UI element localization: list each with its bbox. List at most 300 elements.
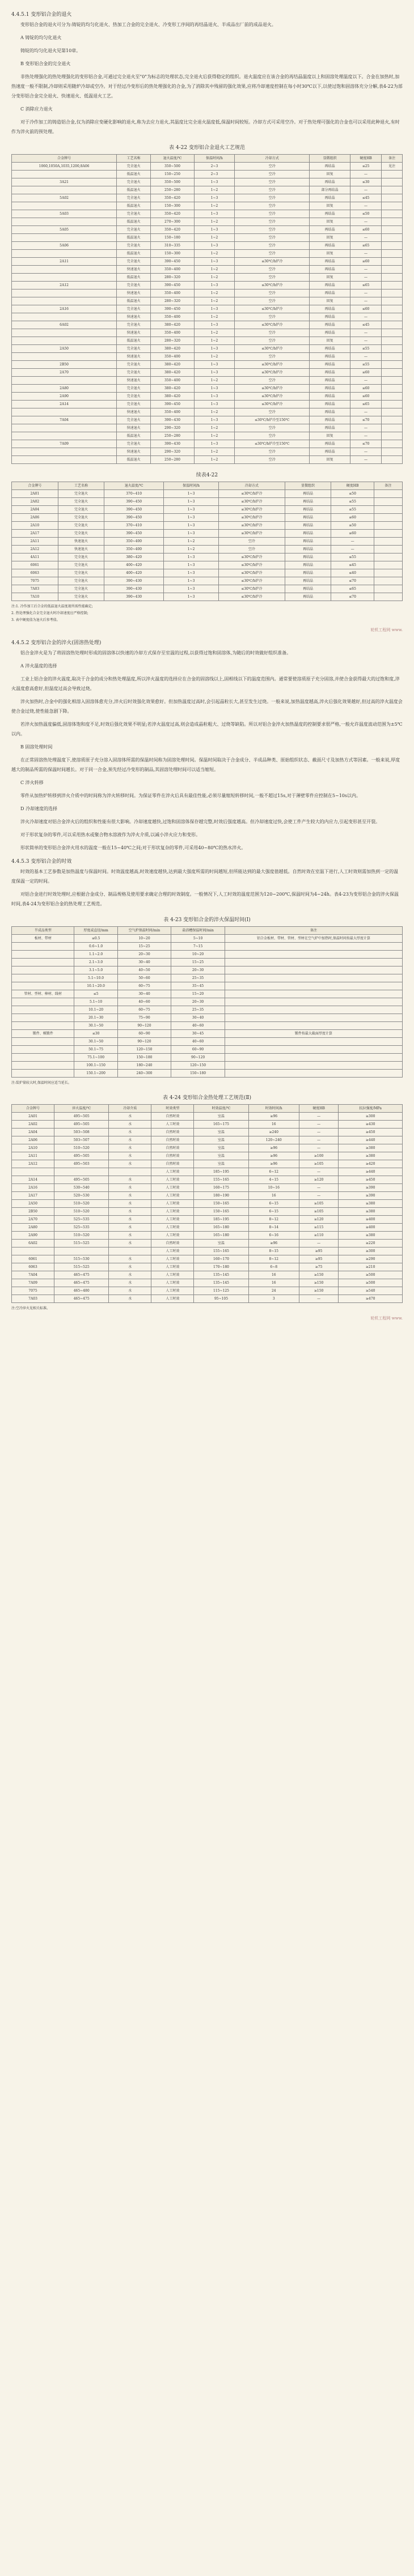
table-cell: ≤50 (331, 490, 374, 498)
table-cell: 1~2 (194, 456, 234, 464)
table-row (12, 514, 403, 522)
table-cell: 水 (109, 1240, 151, 1247)
table-cell: 165~180 (194, 1224, 248, 1232)
section-heading-annealing: 4.4.5.1 变形铝合金的退火 (11, 12, 72, 18)
table-cell: 完全退火 (58, 561, 104, 569)
table-cell (12, 432, 117, 440)
table-cell: 350~400 (151, 266, 195, 274)
table-row (12, 530, 403, 538)
column-header: 半成品类型 (12, 927, 74, 935)
table-cell (12, 951, 74, 959)
table-cell: 40~60 (117, 998, 171, 1006)
table-cell: 再结晶 (310, 194, 350, 202)
table-cell: 2A01 (12, 490, 58, 498)
table-cell: 完全退火 (58, 593, 104, 601)
table-cell: 10.1~20.0 (74, 982, 117, 990)
table-cell: ≥96 (248, 1152, 299, 1160)
table-cell: 完全退火 (58, 530, 104, 538)
table-cell: — (350, 353, 381, 361)
table-cell: ≥290 (339, 1255, 403, 1263)
table-cell: 快速退火 (117, 448, 151, 456)
table-cell (12, 353, 117, 361)
table-cell: 室温 (194, 1113, 248, 1121)
table-row (12, 1240, 403, 1247)
table-cell: ≤60 (331, 530, 374, 538)
table-cell: 1~2 (194, 218, 234, 226)
table-cell: — (350, 448, 381, 456)
table-cell (382, 424, 403, 432)
table-cell: 6A02 (12, 1240, 54, 1247)
note-line: 注:1. 冷作加工后合金的低温退火温度视所需性能确定; (11, 604, 93, 608)
table-cell (382, 202, 403, 210)
table-cell: 1.1~2.0 (74, 951, 117, 959)
table-cell (374, 506, 402, 514)
table-cell: 495~505 (54, 1121, 109, 1129)
table-cell: 5.1~10.0 (74, 974, 117, 982)
table-cell: ≤30℃/h炉冷 (219, 530, 285, 538)
table-cell: ≤70 (331, 577, 374, 585)
table-cell: ≤30℃/h炉冷 (235, 258, 310, 266)
table-cell: 再结晶 (285, 490, 331, 498)
table-cell: ≤30℃/h炉冷至150℃ (235, 440, 310, 448)
table-cell: 290~320 (151, 448, 195, 456)
table-cell: 1~3 (163, 530, 218, 538)
table-cell: 10.1~20 (74, 1006, 117, 1014)
table-row (12, 226, 403, 234)
table-row (12, 171, 403, 178)
table-row (12, 1279, 403, 1287)
table-cell: 150~180 (151, 234, 195, 242)
table-cell: 人工时效 (151, 1247, 194, 1255)
table-cell: — (299, 1168, 338, 1176)
table-cell: 再结晶 (310, 345, 350, 353)
table-cell: ≤70 (350, 440, 381, 448)
table-cell: 1~3 (194, 416, 234, 424)
table-cell: 水 (109, 1144, 151, 1152)
table-cell: — (299, 1136, 338, 1144)
table-cell: 再结晶 (310, 369, 350, 377)
table-row (12, 329, 403, 337)
table-cell: 2A90 (12, 1232, 54, 1240)
table-cell: 6~16 (248, 1232, 299, 1240)
table-cell (12, 456, 117, 464)
table-cell (382, 385, 403, 393)
table-cell (374, 553, 402, 561)
table-cell (12, 982, 74, 990)
table-row (12, 337, 403, 345)
subheading: B 固溶处理时间 (20, 744, 53, 750)
table-cell: 150~180 (171, 1070, 225, 1078)
table-cell: ≤70 (331, 593, 374, 601)
table-cell: 1~3 (163, 490, 218, 498)
table-cell: 1~3 (163, 569, 218, 577)
table-cell (54, 1168, 109, 1176)
table-cell: 完全退火 (58, 585, 104, 593)
table-cell: 人工时效 (151, 1279, 194, 1287)
table-cell: 空冷 (235, 218, 310, 226)
table-cell: 350~400 (151, 353, 195, 361)
table-cell: 135~145 (194, 1271, 248, 1279)
table-cell: 再结晶 (310, 266, 350, 274)
table-cell: 低温退火 (117, 218, 151, 226)
table-note: 注:空冷淬火见相关标准。 (11, 1306, 50, 1310)
table-cell (12, 218, 117, 226)
table-cell: 185~195 (194, 1168, 248, 1176)
table-cell: — (350, 266, 381, 274)
table-cell: ≥110 (299, 1232, 338, 1240)
subheading: C 消除应力退火 (20, 107, 53, 112)
table-cell: 465~475 (54, 1295, 109, 1303)
table-cell: 525~535 (54, 1224, 109, 1232)
table-cell: 180~190 (194, 1192, 248, 1200)
table-cell: 150~165 (194, 1208, 248, 1216)
table-cell (109, 1247, 151, 1255)
subheading: A 铸锭的均匀化退火 (20, 35, 62, 40)
table-cell: 人工时效 (151, 1184, 194, 1192)
table-cell (54, 1247, 109, 1255)
table-cell: 完全退火 (117, 226, 151, 234)
table-cell: 空冷 (219, 538, 285, 546)
table-cell: 快速退火 (117, 408, 151, 416)
table-cell (12, 202, 117, 210)
table-cell: ≥440 (339, 1168, 403, 1176)
table-cell: 3A21 (12, 178, 117, 186)
table-cell: 380~420 (151, 393, 195, 401)
table-cell: 1~3 (163, 506, 218, 514)
table-cell: 快速退火 (117, 289, 151, 297)
table-row (12, 369, 403, 377)
table-cell: ≤45 (350, 194, 381, 202)
table-cell: 回复 (310, 297, 350, 305)
table-cell (374, 514, 402, 522)
table-row (12, 1160, 403, 1168)
table-row (12, 242, 403, 250)
table-cell: 回复 (310, 202, 350, 210)
table-cell: 60~75 (117, 1006, 171, 1014)
table-row (12, 282, 403, 289)
table-cell (382, 369, 403, 377)
table-cell: 350~400 (151, 408, 195, 416)
table-cell: ≤60 (331, 514, 374, 522)
table-cell: 水 (109, 1200, 151, 1208)
table-cell: 1~3 (194, 258, 234, 266)
table-cell: 510~520 (54, 1208, 109, 1216)
table-cell: — (299, 1184, 338, 1192)
table-row (12, 250, 403, 258)
table-cell: 1~3 (194, 345, 234, 353)
table-cell: 空冷 (235, 337, 310, 345)
table-cell (12, 1006, 74, 1014)
table-row (12, 1129, 403, 1136)
table-cell: 495~505 (54, 1113, 109, 1121)
table-row (12, 313, 403, 321)
table-row (12, 1176, 403, 1184)
table-row (12, 297, 403, 305)
table-note: 注:装炉量较大时,保温时间应适当延长。 (11, 1081, 71, 1085)
paragraph: 时效的基本工艺参数是加热温度与保温时间。时效温度越高,时效速度越快,达到最大强度所需的时间越短,但所能达到的最大强度值越低。自然时效在室温下进行,人工时效则需加热到一定的温度保温一定的时间。 (11, 869, 399, 884)
table-cell: 270~300 (151, 218, 195, 226)
table-cell: ≥500 (339, 1279, 403, 1287)
table-cell: 1~3 (163, 553, 218, 561)
table-cell: 380~420 (151, 321, 195, 329)
table-cell: — (299, 1129, 338, 1136)
table-cell (382, 305, 403, 313)
table-cell: 290~320 (151, 424, 195, 432)
table-cell: 40~50 (117, 966, 171, 974)
table-cell: 8~12 (248, 1216, 299, 1224)
table-row (12, 440, 403, 448)
table-row (12, 982, 403, 990)
table-cell (12, 266, 117, 274)
table-row (12, 1121, 403, 1129)
paragraph: 零件从加热炉转移到淬火介质中的时间称为淬火转移时间。为保证零件在淬火后具有最佳性能,必须尽量缩短转移时间,一般不超过15s,对于薄壁零件应控制在5~10s以内。 (20, 793, 361, 798)
table-cell: 350~400 (151, 313, 195, 321)
table-cell: ≥220 (339, 1240, 403, 1247)
table-cell: ≤30℃/h炉冷 (219, 522, 285, 530)
table-cell: 1~3 (194, 440, 234, 448)
table-cell: ≤45 (350, 321, 381, 329)
table-cell (12, 408, 117, 416)
table-row (12, 1006, 403, 1014)
table-row (12, 202, 403, 210)
table-cell: ≥400 (339, 1216, 403, 1224)
table-cell (382, 289, 403, 297)
column-header: 冷却介质 (109, 1105, 151, 1113)
table-cell: ≤30℃/h炉冷 (219, 569, 285, 577)
table-row (12, 1263, 403, 1271)
table-cell: 水 (109, 1152, 151, 1160)
table-cell (12, 1168, 54, 1176)
table-row (12, 321, 403, 329)
table-cell: 完全退火 (117, 385, 151, 393)
table-cell: 350~400 (151, 329, 195, 337)
table-cell: 水 (109, 1279, 151, 1287)
table-cell: 再结晶 (310, 313, 350, 321)
table-cell: 1~2 (194, 432, 234, 440)
table-cell: 2A50 (12, 345, 117, 353)
table-cell: 回复 (310, 234, 350, 242)
table-cell: 2A12 (12, 546, 58, 553)
table-cell: 6061 (12, 561, 58, 569)
table-cell (225, 1022, 402, 1030)
column-header: 时效类型 (151, 1105, 194, 1113)
paragraph: 铸锭的均匀化退火见第10章。 (20, 48, 81, 53)
table-cell: 1~3 (194, 194, 234, 202)
table-cell: 水 (109, 1271, 151, 1279)
table-row (12, 1014, 403, 1022)
table-cell: 400~420 (104, 569, 164, 577)
table-cell (382, 242, 403, 250)
table-cell: 完全退火 (117, 393, 151, 401)
table-cell: 水 (109, 1208, 151, 1216)
table-cell: ≤45 (331, 561, 374, 569)
table-cell (382, 171, 403, 178)
table-cell: 完全退火 (117, 194, 151, 202)
table-cell: 空冷 (235, 297, 310, 305)
table-cell (225, 1062, 402, 1070)
table-cell (382, 194, 403, 202)
table-cell: 1~3 (163, 593, 218, 601)
table-cell: 4~15 (248, 1176, 299, 1184)
table-cell: 495~505 (54, 1152, 109, 1160)
table-cell: 快速退火 (117, 377, 151, 385)
table-cell: 7A03 (12, 585, 58, 593)
table-cell (12, 1062, 74, 1070)
table-cell: 再结晶 (310, 440, 350, 448)
paragraph: 形状简单的变形铝合金淬火用水的温度一般在15~40℃之间;对于形状复杂的零件,可采用40~80℃的热水淬火。 (20, 845, 246, 850)
table-cell: 完全退火 (117, 242, 151, 250)
table-cell: 390~450 (104, 506, 164, 514)
table-cell: 8~14 (248, 1224, 299, 1232)
table-cell: ≤30℃/h炉冷 (219, 490, 285, 498)
table-cell: 150~300 (151, 202, 195, 210)
table-cell: 250~280 (151, 186, 195, 194)
table-cell: 完全退火 (117, 282, 151, 289)
table-cell: — (350, 424, 381, 432)
table-cell: 7A04 (12, 416, 117, 424)
table-cell: 人工时效 (151, 1200, 194, 1208)
table-cell: 165~175 (194, 1121, 248, 1129)
paragraph: 对于冷作加工的铸造铝合金,仅为消除应变硬化影响的退火,称为去应力退火,其温度比完全退火温度低,保温时间较短。冷却方式可采用空冷。对于热处理可强化的合金也可以采用此种退火,有时作为淬火前的预处理。 (11, 120, 400, 134)
table-cell (225, 1046, 402, 1054)
table-row (12, 194, 403, 202)
table-cell (382, 329, 403, 337)
table-cell: 1~3 (194, 178, 234, 186)
table-cell: 390~430 (151, 440, 195, 448)
table-cell: 1~2 (194, 250, 234, 258)
table-cell: 再结晶 (285, 530, 331, 538)
table-row (12, 448, 403, 456)
table-cell: 空冷 (235, 448, 310, 456)
table-cell: — (350, 218, 381, 226)
table-cell: 1~2 (194, 448, 234, 456)
table-cell: 再结晶 (310, 258, 350, 266)
table-cell: 95~105 (194, 1295, 248, 1303)
table-cell: 390~430 (151, 416, 195, 424)
column-header: 备注 (382, 155, 403, 163)
quench-hold-time-table (11, 926, 403, 1078)
table-cell: 2A17 (12, 530, 58, 538)
table-cell: 再结晶 (310, 393, 350, 401)
table-cell (374, 522, 402, 530)
table-cell: 16 (248, 1192, 299, 1200)
table-cell: — (350, 408, 381, 416)
table-cell: 水 (109, 1176, 151, 1184)
table-row (12, 1287, 403, 1295)
table-cell: 人工时效 (151, 1121, 194, 1129)
table-cell (374, 530, 402, 538)
table-cell: 快速退火 (117, 424, 151, 432)
table-cell: 低温退火 (117, 337, 151, 345)
table-cell: 再结晶 (310, 377, 350, 385)
table-cell: 空冷 (235, 424, 310, 432)
table-cell (12, 1070, 74, 1078)
table-row (12, 943, 403, 951)
table-cell: ≥105 (299, 1200, 338, 1208)
table-cell: 水 (109, 1255, 151, 1263)
table-cell (12, 297, 117, 305)
table-cell: 完全退火 (58, 514, 104, 522)
table-cell: 1~3 (194, 305, 234, 313)
table-row (12, 210, 403, 218)
table-row (12, 393, 403, 401)
table-cell: 30~40 (171, 1014, 225, 1022)
table-cell: 350~500 (151, 178, 195, 186)
table-cell: 5~10 (171, 935, 225, 943)
table-cell (374, 546, 402, 553)
table-cell: 快速退火 (117, 313, 151, 321)
paragraph: 非热处理强化的热处理强化的变形铝合金,可通过完全退火至"0"为标志的处理状态,完全退火后获得稳定的组织。退火温度应在该合金的再结晶温度以上和固溶处理温度以下。合金在加热时,加热速度一般不限制,冷却则采用随炉冷却或空冷。对于经过冷变形后的热处理强化的合金,为了消除其中残留的强化效果,应将冷却速度控制在每小时30℃以下,以使过饱和固溶体充分分解,表4-22为部分变形铝合金完全退火、快速退火、低温退火工艺。 (11, 74, 403, 99)
table-cell (382, 313, 403, 321)
section-heading-quenching: 4.4.5.2 变形铝合金的淬火(固溶热处理) (11, 640, 102, 646)
table-cell: ≤60 (350, 393, 381, 401)
table-cell: ≤30℃/h炉冷 (219, 585, 285, 593)
table-cell (382, 440, 403, 448)
table-cell: 室温 (194, 1129, 248, 1136)
table-cell: ≥96 (248, 1144, 299, 1152)
table-cell: ≥380 (339, 1208, 403, 1216)
table-cell: 自然时效 (151, 1152, 194, 1160)
table-cell (382, 432, 403, 440)
table-cell (12, 448, 117, 456)
table-cell: 2A12 (12, 1160, 54, 1168)
table-cell: 1~2 (194, 266, 234, 274)
table-row (12, 361, 403, 369)
table-cell (225, 974, 402, 982)
table-cell: 人工时效 (151, 1168, 194, 1176)
table-cell: 水 (109, 1224, 151, 1232)
table-cell: 2A02 (12, 1121, 54, 1129)
table-cell: 空冷 (235, 234, 310, 242)
table-cell: ≥210 (339, 1263, 403, 1271)
table-cell: 1~3 (194, 321, 234, 329)
table-cell (12, 1046, 74, 1054)
table-cell: 低温退火 (117, 186, 151, 194)
table-cell: 100.1~150 (74, 1062, 117, 1070)
table-cell: 1~2 (194, 377, 234, 385)
table-cell: 2A16 (12, 1184, 54, 1192)
table-cell: 90~120 (117, 1038, 171, 1046)
table-row (12, 385, 403, 393)
table-cell: 0.6~1.0 (74, 943, 117, 951)
table-cell: 7A03 (12, 1295, 54, 1303)
table-cell: 低温退火 (117, 297, 151, 305)
table-cell: 人工时效 (151, 1216, 194, 1224)
table-cell: 8~12 (248, 1255, 299, 1263)
table-cell: ≥300 (339, 1247, 403, 1255)
table-cell: 515~525 (54, 1263, 109, 1271)
table-cell (12, 234, 117, 242)
table-cell (382, 186, 403, 194)
table-cell: 完全退火 (117, 258, 151, 266)
table-cell (12, 329, 117, 337)
table-cell: 155~165 (194, 1176, 248, 1184)
table-cell: 空冷 (235, 171, 310, 178)
table-cell: 空冷 (235, 178, 310, 186)
table-row (12, 274, 403, 282)
table-cell: ≤60 (350, 369, 381, 377)
table-row (12, 1144, 403, 1152)
table-cell: — (331, 546, 374, 553)
table-cell: 350~500 (151, 163, 195, 171)
paragraph: 变形铝合金的退火可分为:铸锭的均匀化退火、热加工合金的完全退火、冷变形工序间的再结晶退火、半成品出厂前的成品退火。 (20, 22, 276, 27)
table-row (12, 1054, 403, 1062)
table-cell: ≤65 (350, 401, 381, 408)
table-cell: 90~120 (117, 1022, 171, 1030)
column-header: 冷却方式 (219, 482, 285, 490)
table-cell: 再结晶 (310, 178, 350, 186)
table-cell: 1060,1050A,1035,1200,8A06 (12, 163, 117, 171)
